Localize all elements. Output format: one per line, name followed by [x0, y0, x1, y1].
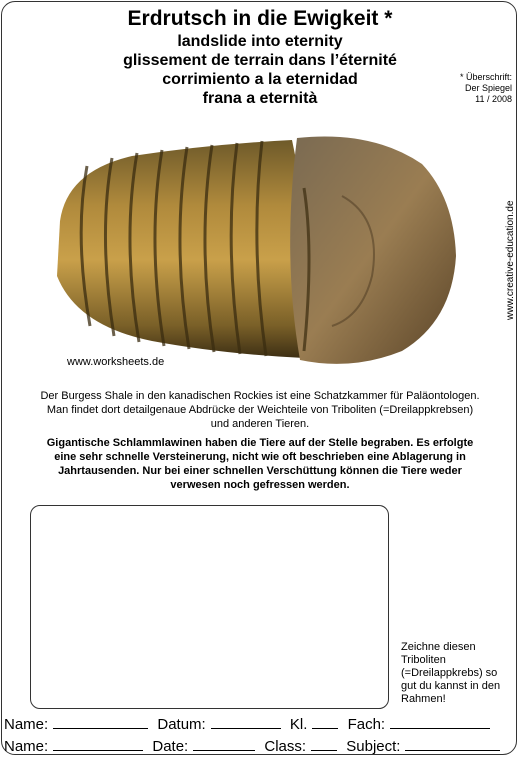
name-label-en: Name: [4, 738, 49, 755]
title-block [0, 6, 520, 108]
name-label-de: Name: [4, 716, 49, 733]
class-blank-en[interactable] [311, 737, 337, 751]
subject-blank-en[interactable] [405, 737, 500, 751]
intro-paragraph: Der Burgess Shale in den kanadischen Rockies ist eine Schatzkammer für Paläontologen. Man findet dort detailgenaue Abdrücke der Weichteile von Triboliten (=Dreilappkrebsen) und anderen Tieren. [40, 390, 480, 430]
class-label-de: Kl. [289, 716, 308, 733]
name-blank-de[interactable] [53, 715, 148, 729]
title-french: glissement de terrain dans l’éternité [123, 52, 397, 69]
side-credit: www.creative-education.de [505, 200, 516, 320]
date-blank-de[interactable] [211, 715, 281, 729]
bold-paragraph: Gigantische Schlammlawinen haben die Tiere auf der Stelle begraben. Es erfolgte eine sehr schnelle Versteinerung, nicht wie oft beschrieben eine Ablagerung in Jahrtausenden. Nur bei einer schnellen Verschüttung können die Tiere weder verwesen noch gefressen werden. [46, 437, 474, 491]
field-row-german [4, 715, 495, 733]
subject-label-de: Fach: [347, 716, 386, 733]
drawing-frame[interactable] [30, 505, 389, 709]
field-row-english [4, 737, 505, 755]
source-issue: 11 / 2008 [475, 94, 512, 104]
date-blank-en[interactable] [193, 737, 255, 751]
subject-blank-de[interactable] [390, 715, 490, 729]
class-blank-de[interactable] [312, 715, 338, 729]
image-watermark: www.worksheets.de [67, 356, 165, 368]
source-label: * Überschrift: [459, 72, 512, 82]
name-blank-en[interactable] [53, 737, 143, 751]
source-publication: Der Spiegel [464, 83, 512, 93]
subject-label-en: Subject: [346, 738, 401, 755]
title-spanish: corrimiento a la eternidad [162, 71, 358, 88]
title-english: landslide into eternity [177, 33, 343, 50]
date-label-en: Date: [152, 738, 189, 755]
trilobite-image [42, 126, 462, 376]
title-italian: frana a eternità [202, 90, 318, 107]
class-label-en: Class: [264, 738, 307, 755]
drawing-instruction: Zeichne diesen Triboliten (=Dreilappkrebs) so gut du kannst in den Rahmen! [401, 641, 501, 705]
date-label-de: Datum: [157, 716, 206, 733]
page-title: Erdrutsch in die Ewigkeit * [127, 7, 393, 30]
source-note [460, 72, 512, 105]
